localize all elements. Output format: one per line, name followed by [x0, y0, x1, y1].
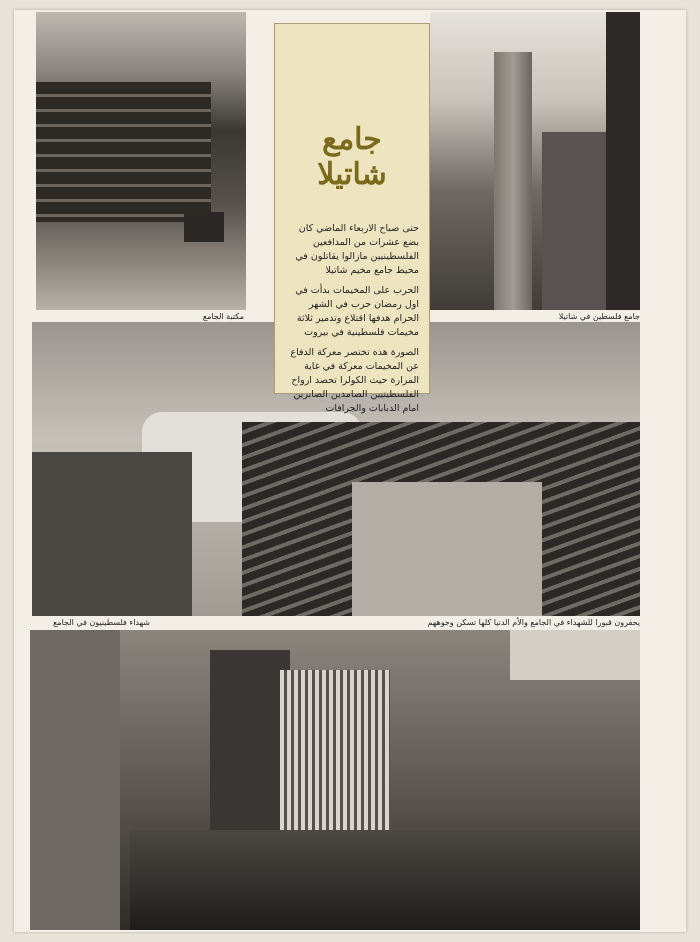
mosque-caption: جامع فلسطين في شاتيلا: [558, 312, 640, 321]
mosque-photo: [430, 12, 640, 310]
graves-caption: يحفرون قبورا للشهداء في الجامع والأم الدنيا كلها تسكن وجوههم: [427, 618, 640, 627]
article-paragraph-2: الحرب على المخيمات بدأت في اول رمضان حرب في الشهر الحرام هدفها اقتلاع وتدمير ثلاثة مخيمات فلسطينية في بيروت: [295, 285, 419, 338]
graves-photo: [30, 630, 640, 930]
article-paragraph-1: حتى صباح الاربعاء الماضي كان بضع عشرات من المدافعين الفلسطينيين مازالوا يقاتلون في محيط جامع مخيم شاتيلا: [295, 223, 419, 276]
martyrs-caption: شهداء فلسطينيون في الجامع: [53, 618, 150, 627]
library-caption: مكتبة الجامع: [202, 312, 244, 321]
magazine-page: [14, 10, 686, 932]
library-photo: [36, 12, 246, 310]
article-box: [274, 23, 430, 414]
article-title: جامع شاتيلا: [317, 122, 387, 192]
article-paragraph-3: الصورة هذه تختصر معركة الدفاع عن المخيمات معركة في غاية المرارة حيث الكولرا تحصد ارواح الفلسطينيين الصامدين الصابرين امام الدبابات والجرافات: [290, 347, 419, 414]
